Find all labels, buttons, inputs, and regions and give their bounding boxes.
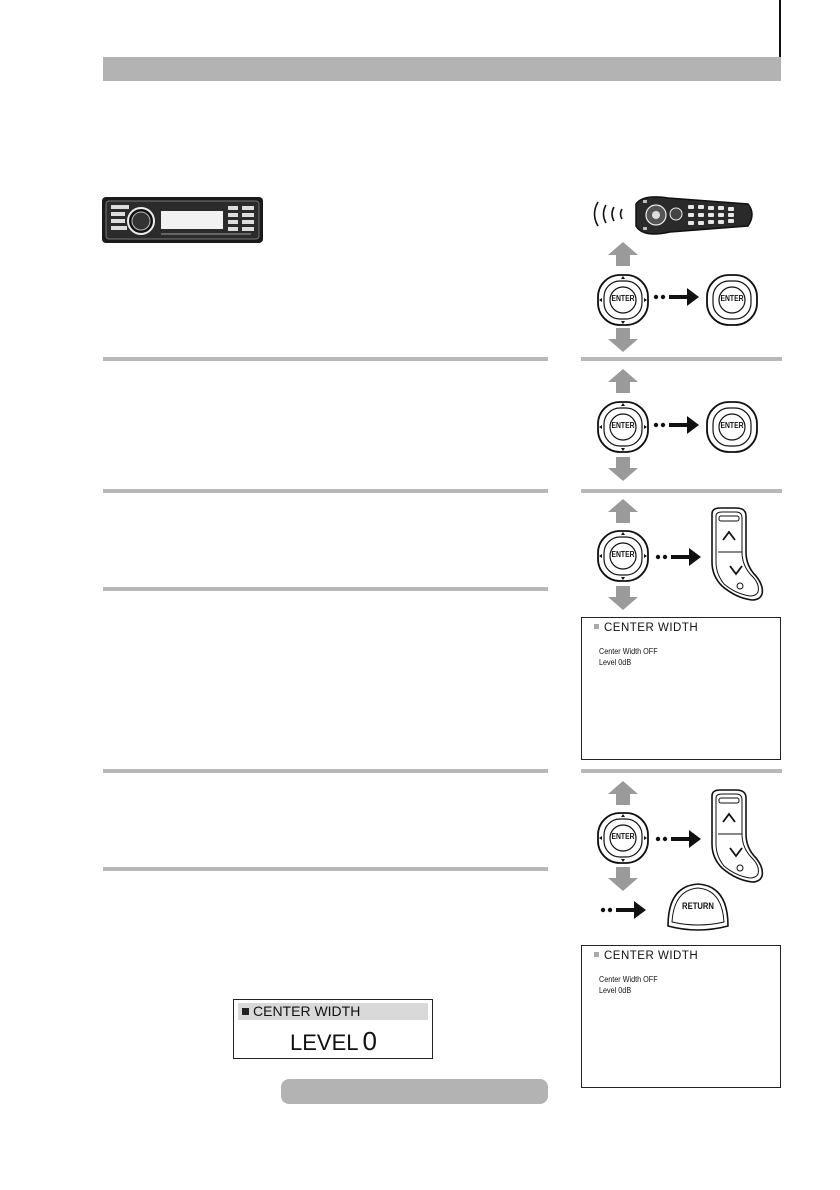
osd-screen (581, 617, 781, 760)
section-rule (103, 357, 548, 361)
section-rule (581, 489, 782, 493)
dotted-arrow-icon (653, 414, 699, 436)
osd-title: CENTER WIDTH (604, 950, 699, 962)
return-button[interactable] (666, 880, 730, 932)
arrow-down-icon (608, 328, 638, 352)
enter-button[interactable] (596, 273, 650, 327)
enter-label: ENTER (720, 294, 744, 303)
arrow-down-icon (608, 867, 638, 891)
enter-button[interactable] (705, 400, 759, 454)
section-rule (103, 587, 548, 591)
osd-line: Center Width OFF (599, 974, 658, 984)
section-rule (103, 867, 548, 871)
bullet-square-icon (242, 1008, 249, 1015)
arrow-down-icon (608, 457, 638, 481)
car-stereo-icon (101, 196, 264, 244)
dotted-arrow-icon (655, 546, 701, 568)
osd-line: Level 0dB (599, 657, 632, 667)
arrow-up-icon (608, 499, 638, 523)
return-label: RETURN (682, 901, 714, 911)
enter-button[interactable] (705, 273, 759, 327)
dotted-arrow-icon (655, 828, 701, 850)
lcd-display (233, 999, 433, 1059)
arrow-up-icon (608, 781, 638, 805)
arrow-up-icon (608, 369, 638, 393)
remote-control-icon (588, 192, 758, 242)
enter-label: ENTER (611, 550, 635, 559)
enter-label: ENTER (611, 832, 635, 841)
osd-title: CENTER WIDTH (604, 622, 699, 634)
osd-screen (581, 945, 781, 1088)
osd-line: Center Width OFF (599, 646, 658, 656)
section-rule (581, 769, 782, 773)
osd-line: Level 0dB (599, 985, 632, 995)
dotted-arrow-icon (653, 286, 699, 308)
enter-button[interactable] (596, 400, 650, 454)
bullet-square-icon (594, 952, 599, 957)
section-rule (103, 769, 548, 773)
bullet-square-icon (594, 624, 599, 629)
footer-note-bar (281, 1079, 548, 1104)
up-down-rocker-icon[interactable] (706, 788, 766, 884)
enter-label: ENTER (611, 421, 635, 430)
section-rule (581, 357, 782, 361)
enter-label: ENTER (720, 421, 744, 430)
section-rule (103, 489, 548, 493)
up-down-rocker-icon[interactable] (706, 506, 766, 602)
arrow-up-icon (608, 242, 638, 266)
arrow-down-icon (608, 586, 638, 610)
lcd-title: CENTER WIDTH (253, 1003, 361, 1019)
enter-button[interactable] (596, 529, 650, 583)
page-corner-line (779, 0, 781, 58)
lcd-label: LEVEL (290, 1030, 359, 1055)
enter-label: ENTER (611, 294, 635, 303)
dotted-arrow-icon (600, 899, 646, 921)
header-bar (103, 57, 781, 81)
enter-button[interactable] (596, 811, 650, 865)
lcd-value: 0 (362, 1026, 377, 1056)
